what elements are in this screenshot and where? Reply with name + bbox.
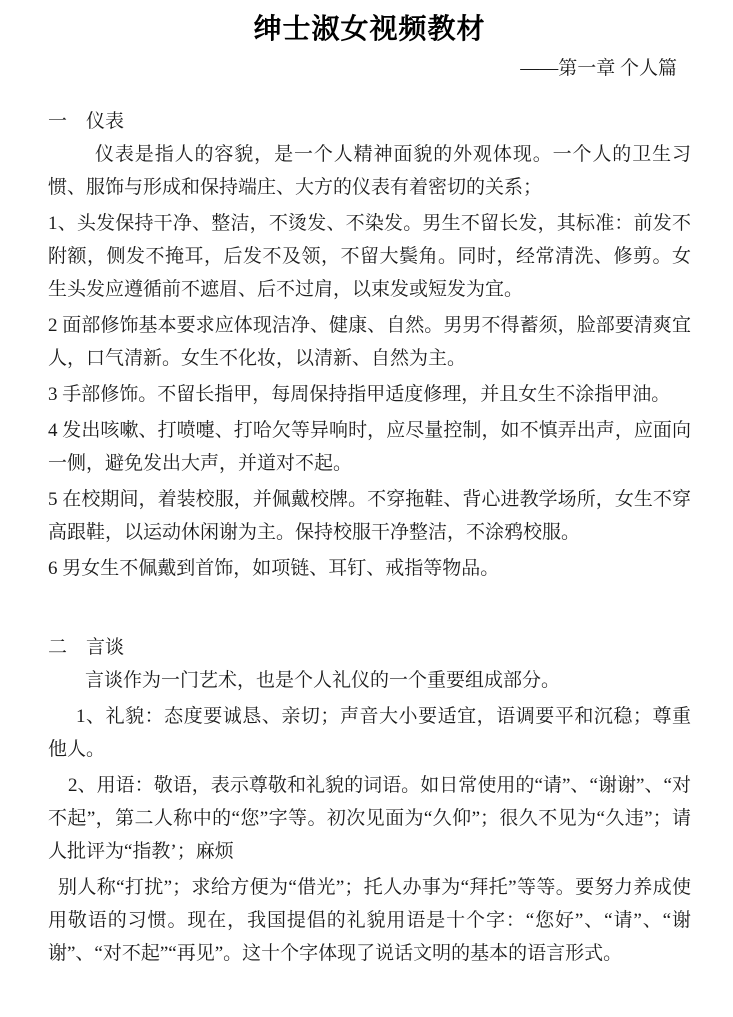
paragraph-speech-item-2-honorifics: 2、用语：敬语，表示尊敬和礼貌的词语。如日常使用的“请”、“谢谢”、“对不起”，第二人称中的“您”字等。初次见面为“久仰”；很久不见为“久违”；请人批评为“指教’；麻烦 xyxy=(48,775,691,862)
paragraph-appearance-item-1-hair: 1、头发保持干净、整洁，不烫发、不染发。男生不留长发，其标准：前发不附额，侧发不掩耳，后发不及领，不留大鬓角。同时，经常清洗、修剪。女生头发应遵循前不遮眉、后不过肩，以束发或短发为宜。 xyxy=(48,213,691,300)
paragraph-speech-intro: 言谈作为一门艺术，也是个人礼仪的一个重要组成部分。 xyxy=(85,670,561,691)
paragraph-appearance-item-3-hands: 3 手部修饰。不留长指甲，每周保持指甲适度修理，并且女生不涂指甲油。 xyxy=(48,384,671,405)
paragraph-speech-honorifics-continued: 别人称“打扰”；求给方便为“借光”；托人办事为“拜托”等等。要努力养成使用敬语的习惯。现在，我国提倡的礼貌用语是十个字：“您好”、“请”、“谢谢”、“对不起”“再见”。这十个字体现了说话文明的基本的语言形式。 xyxy=(48,877,691,964)
document-title: 绅士淑女视频教材 xyxy=(253,14,486,45)
paragraph-appearance-intro: 仪表是指人的容貌，是一个人精神面貌的外观体现。一个人的卫生习惯、服饰与形成和保持端庄、大方的仪表有着密切的关系； xyxy=(48,144,691,198)
chapter-subtitle: ——第一章 个人篇 xyxy=(520,58,677,79)
paragraph-appearance-item-6-jewelry: 6 男女生不佩戴到首饰，如项链、耳钉、戒指等物品。 xyxy=(48,558,500,579)
paragraph-speech-item-1-politeness: 1、礼貌：态度要诚恳、亲切；声音大小要适宜，语调要平和沉稳；尊重他人。 xyxy=(48,706,691,760)
section-heading-appearance: 一 仪表 xyxy=(48,111,125,132)
paragraph-appearance-item-5-uniform: 5 在校期间，着装校服，并佩戴校牌。不穿拖鞋、背心进教学场所，女生不穿高跟鞋，以运动休闲谢为主。保持校服干净整洁，不涂鸦校服。 xyxy=(48,489,691,543)
paragraph-appearance-item-4-noises: 4 发出咳嗽、打喷嚏、打哈欠等异响时，应尽量控制，如不慎弄出声，应面向一侧，避免发出大声，并道对不起。 xyxy=(48,420,691,474)
section-heading-speech: 二 言谈 xyxy=(48,637,125,658)
paragraph-appearance-item-2-face: 2 面部修饰基本要求应体现洁净、健康、自然。男男不得蓄须，脸部要清爽宜人，口气清新。女生不化妆，以清新、自然为主。 xyxy=(48,315,691,369)
